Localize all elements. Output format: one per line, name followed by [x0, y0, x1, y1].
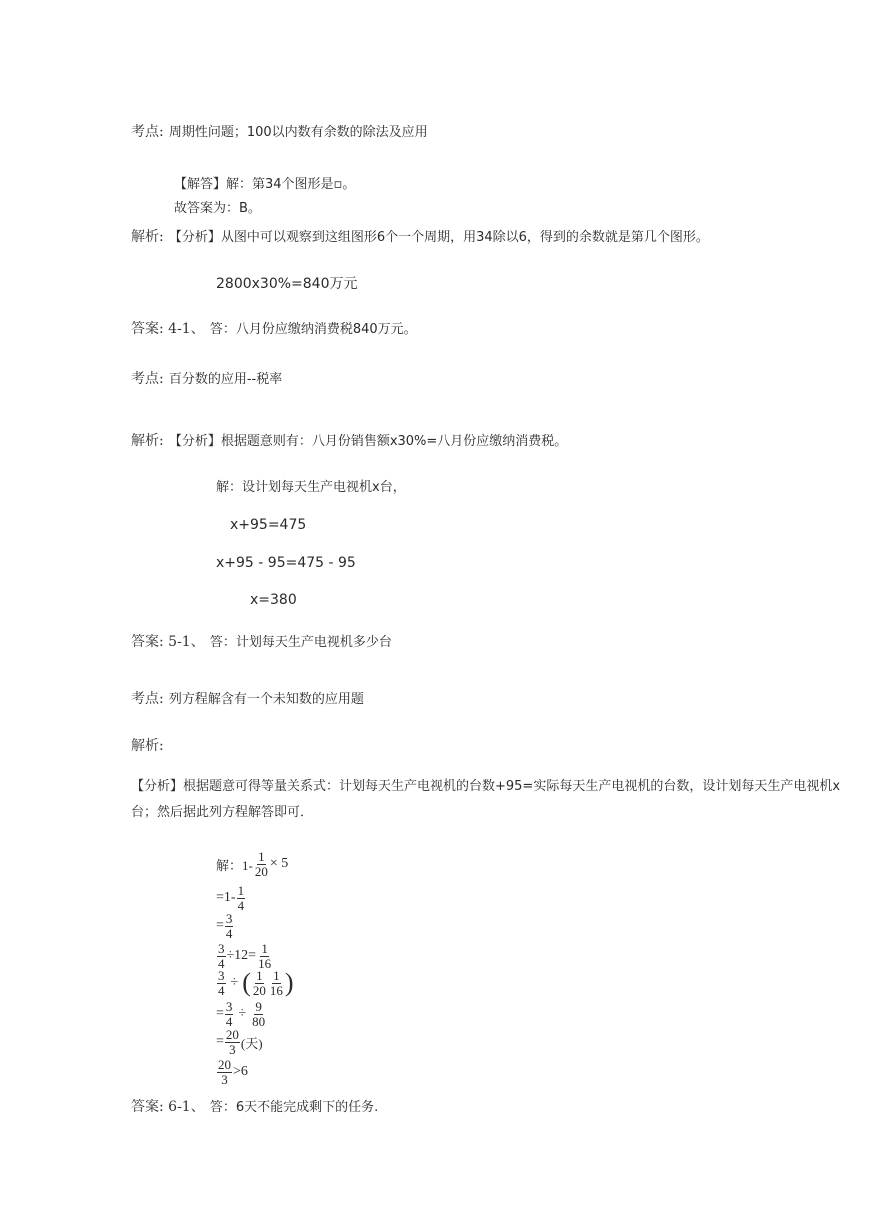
- kaodian-text: 周期性问题；100以内数有余数的除法及应用: [168, 125, 428, 140]
- answer-row-4: [131, 318, 417, 338]
- math-line-3: [216, 912, 234, 940]
- solution-step-2: x+95=475: [230, 517, 307, 533]
- kaodian-row-5: [131, 688, 364, 708]
- math-text: =: [216, 1006, 224, 1022]
- answer-label: 答案: 5-1、: [131, 634, 205, 650]
- math-line-5: [216, 968, 294, 998]
- denominator: 4: [237, 897, 245, 913]
- denominator: 80: [252, 1013, 266, 1029]
- answer-text: 答：八月份应缴纳消费税840万元。: [209, 322, 417, 337]
- fraction: [225, 912, 234, 940]
- numerator: 3: [225, 999, 233, 1014]
- math-text: =: [216, 918, 224, 934]
- jiexi-label: 解析:: [131, 738, 164, 754]
- analysis-text: 【分析】从图中可以观察到这组图形6个一个周期，用34除以6，得到的余数就是第几个图形。: [168, 230, 709, 245]
- kaodian-row-4: [131, 368, 282, 388]
- denominator: 20: [254, 863, 268, 879]
- denominator: 4: [218, 955, 225, 971]
- math-text: ÷: [238, 1006, 247, 1022]
- numerator: 1: [258, 849, 265, 864]
- jiexi-label: 解析:: [131, 433, 164, 449]
- kaodian-label: 考点:: [131, 124, 164, 140]
- right-paren: ): [284, 968, 294, 997]
- math-text: (天): [240, 1035, 263, 1051]
- answer-choice-line: 故答案为：B。: [174, 201, 261, 216]
- math-text: 解：1-: [216, 857, 253, 873]
- answer-row-5: [131, 631, 392, 651]
- denominator: 4: [225, 1013, 233, 1029]
- math-text: × 5: [269, 856, 289, 872]
- solution-step-3: x+95 - 95=475 - 95: [216, 555, 356, 571]
- denominator: 3: [221, 1071, 228, 1087]
- numerator: 1: [261, 941, 268, 956]
- math-text: =: [216, 1034, 224, 1050]
- kaodian-text: 列方程解含有一个未知数的应用题: [168, 692, 364, 707]
- denominator: 16: [258, 955, 272, 971]
- jiexi-row-3: [131, 226, 709, 246]
- kaodian-text: 百分数的应用--税率: [168, 372, 283, 387]
- analysis-line-1: 【分析】根据题意可得等量关系式：计划每天生产电视机的台数+95=实际每天生产电视机的台数，设计划每天生产电视机x: [131, 779, 841, 794]
- jiexi-label: 解析:: [131, 229, 164, 245]
- fraction: [217, 942, 226, 970]
- math-text: =1-: [216, 890, 236, 906]
- math-line-8: [216, 1058, 248, 1086]
- denominator: 16: [269, 982, 283, 998]
- calculation-line: 2800x30%=840万元: [216, 276, 358, 292]
- denominator: 20: [252, 982, 266, 998]
- numerator: 9: [255, 999, 262, 1014]
- fraction: [217, 1058, 232, 1086]
- fraction: [269, 969, 284, 997]
- numerator: 3: [218, 967, 225, 983]
- denominator: 3: [229, 1041, 236, 1057]
- fraction: [225, 1028, 240, 1056]
- solution-step-4: x=380: [250, 592, 297, 608]
- answer-label: 答案: 6-1、: [131, 1099, 205, 1115]
- denominator: 4: [218, 982, 225, 998]
- fraction: [254, 850, 269, 878]
- fraction: [225, 1000, 234, 1028]
- numerator: 1: [237, 883, 245, 898]
- solution-line: 【解答】解：第34个图形是▫。: [174, 177, 356, 192]
- math-text: ÷12=: [226, 948, 257, 964]
- numerator: 1: [256, 967, 263, 983]
- answer-text: 答：6天不能完成剩下的任务.: [209, 1100, 379, 1115]
- math-line-7: [216, 1028, 263, 1056]
- numerator: 20: [225, 1027, 239, 1042]
- math-line-2: [216, 884, 246, 912]
- numerator: 1: [273, 967, 280, 983]
- numerator: 3: [218, 941, 225, 956]
- numerator: 20: [218, 1057, 231, 1072]
- left-paren: (: [242, 968, 251, 997]
- numerator: 3: [225, 911, 233, 926]
- denominator: 4: [225, 925, 233, 941]
- fraction: [237, 884, 246, 912]
- kaodian-row-3: [131, 121, 428, 141]
- solution-step-1: 解：设计划每天生产电视机x台，: [216, 480, 406, 495]
- kaodian-label: 考点:: [131, 371, 164, 387]
- fraction: [251, 1000, 266, 1028]
- math-text: >6: [233, 1064, 248, 1080]
- answer-text: 答：计划每天生产电视机多少台: [209, 635, 392, 650]
- fraction: [257, 942, 272, 970]
- answer-label: 答案: 4-1、: [131, 321, 205, 337]
- jiexi-row-4: [131, 430, 567, 450]
- answer-row-6: [131, 1096, 378, 1116]
- math-text: ÷: [230, 975, 239, 990]
- math-line-6: [216, 1000, 267, 1028]
- fraction: [252, 969, 267, 997]
- fraction: [217, 969, 226, 997]
- kaodian-label: 考点:: [131, 691, 164, 707]
- math-line-4: [216, 942, 273, 970]
- analysis-text: 【分析】根据题意则有：八月份销售额x30%=八月份应缴纳消费税。: [168, 434, 568, 449]
- analysis-line-2: 台；然后据此列方程解答即可．: [131, 805, 314, 820]
- math-line-1: [216, 850, 288, 878]
